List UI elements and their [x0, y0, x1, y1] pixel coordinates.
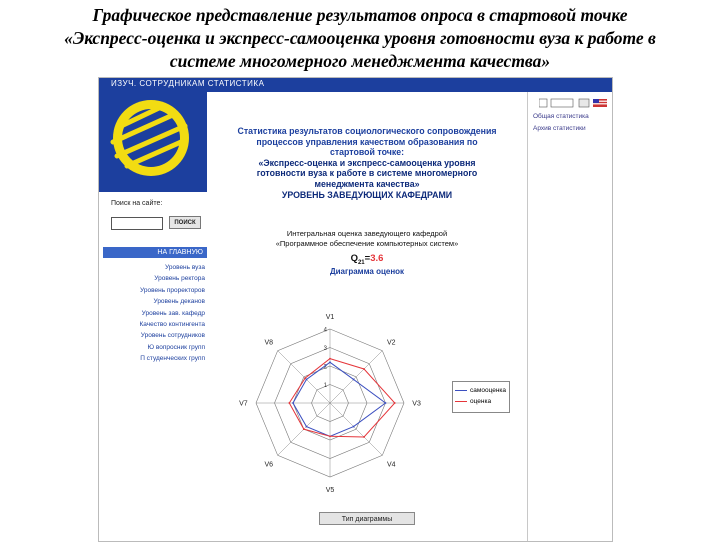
chart-type-button[interactable]: Тип диаграммы — [319, 512, 415, 525]
chart-caption — [207, 229, 527, 248]
data-point — [329, 361, 331, 363]
caption-line: «Программное обеспечение компьютерных систем» — [275, 238, 459, 248]
score-value: 3.6 — [370, 253, 384, 264]
sidebar-item[interactable]: Качество контингента — [139, 321, 205, 329]
radar-chart — [225, 306, 435, 502]
scale-label: 3 — [323, 346, 327, 352]
data-point — [292, 402, 294, 404]
sidebar-item[interactable]: Уровень сотрудников — [140, 332, 205, 340]
search-label: Поиск на сайте: — [111, 200, 163, 207]
home-nav-heading[interactable]: НА ГЛАВНУЮ — [103, 247, 207, 258]
data-point — [353, 426, 355, 428]
page-title-line: «Экспресс-оценка и экспресс-самооценка уровня — [258, 157, 476, 168]
sidebar-item[interactable]: Уровень зав. кафедр — [141, 309, 205, 317]
us-flag-icon[interactable] — [593, 99, 607, 107]
university-logo-icon — [99, 92, 207, 192]
page-title-line: стартовой точке: — [329, 147, 405, 158]
page-title-line: менеджмента качества» — [314, 178, 420, 189]
language-icon[interactable] — [539, 99, 547, 107]
chart-legend — [452, 381, 510, 413]
diagram-title: Диаграмма оценок — [329, 267, 405, 276]
data-point — [385, 402, 387, 404]
page-title — [207, 126, 527, 200]
axis-label: V5 — [325, 487, 335, 495]
sidebar-item[interactable]: Уровень ректора — [154, 275, 205, 283]
axis-label: V7 — [239, 400, 248, 408]
scale-label: 2 — [323, 364, 327, 371]
data-point — [304, 377, 306, 379]
axis-label: V3 — [412, 400, 421, 408]
right-sidebar — [529, 111, 612, 135]
score-equals: = — [364, 253, 371, 264]
series-line — [293, 362, 386, 436]
axis-label: V1 — [325, 313, 335, 321]
sidebar-item[interactable]: Уровень проректоров — [140, 286, 205, 294]
data-point — [363, 368, 365, 370]
scale-label: 1 — [323, 383, 327, 389]
sidebar-item[interactable]: Ю вопросник групп — [147, 343, 205, 351]
search-button[interactable]: ПОИСК — [169, 216, 201, 229]
logo-panel — [99, 92, 207, 192]
slide-title-line: системе многомерного менеджмента качества» — [169, 51, 551, 71]
slide-title-line: Графическое представление результатов опроса в стартовой точке — [92, 5, 628, 25]
left-sidebar — [99, 92, 207, 541]
legend-item — [455, 397, 509, 407]
slide-title-line: «Экспресс-оценка и экспресс-самооценка уровня готовности вуза к работе в — [64, 28, 656, 48]
column-divider — [527, 92, 528, 541]
legend-label: оценка — [470, 398, 492, 405]
ru-flag-icon[interactable] — [579, 99, 589, 107]
sidebar-nav — [101, 262, 207, 365]
axis-label: V4 — [386, 461, 396, 469]
legend-item — [455, 386, 509, 396]
lang-toggle-icon[interactable] — [551, 99, 573, 107]
top-nav-text[interactable]: ИЗУЧ. СОТРУДНИКАМ СТАТИСТИКА — [111, 79, 265, 88]
sidebar-item[interactable]: Уровень вуза — [165, 264, 205, 271]
axis-label: V6 — [264, 461, 274, 469]
page-title-line: Статистика результатов социологического сопровождения — [237, 126, 497, 136]
data-point — [306, 379, 308, 381]
data-point — [329, 358, 331, 360]
top-nav-bar[interactable] — [99, 78, 612, 92]
caption-line: Интегральная оценка заведующего кафедрой — [286, 229, 448, 238]
language-flags[interactable] — [539, 97, 609, 109]
sidebar-item[interactable]: Уровень деканов — [153, 298, 205, 306]
sidebar-item[interactable]: П студенческих групп — [140, 355, 205, 363]
data-point — [353, 379, 355, 381]
axis-label: V2 — [386, 339, 396, 347]
scale-label: 4 — [323, 327, 327, 334]
data-point — [329, 435, 331, 437]
data-point — [394, 402, 396, 404]
page-title-line: процессов управления качеством образования по — [256, 136, 478, 147]
general-stats-link[interactable]: Общая статистика — [533, 113, 589, 120]
slide-title — [0, 4, 720, 73]
legend-label: самооценка — [470, 387, 507, 394]
website-screenshot — [98, 77, 613, 542]
axis-label: V8 — [264, 339, 274, 347]
data-point — [363, 436, 365, 438]
data-point — [306, 426, 308, 428]
search-input[interactable] — [111, 217, 163, 230]
data-point — [288, 402, 290, 404]
stats-archive-link[interactable]: Архив статистики — [533, 125, 586, 132]
legend-swatch — [455, 390, 467, 391]
legend-swatch — [455, 401, 467, 402]
score-label: Q — [350, 253, 358, 264]
data-point — [303, 428, 305, 430]
score-subscript: 21 — [357, 259, 365, 266]
integral-score — [207, 253, 527, 266]
page-title-line: готовности вуза к работе в системе многомерного — [256, 168, 478, 179]
page-title-line: УРОВЕНЬ ЗАВЕДУЮЩИХ КАФЕДРАМИ — [281, 189, 453, 200]
